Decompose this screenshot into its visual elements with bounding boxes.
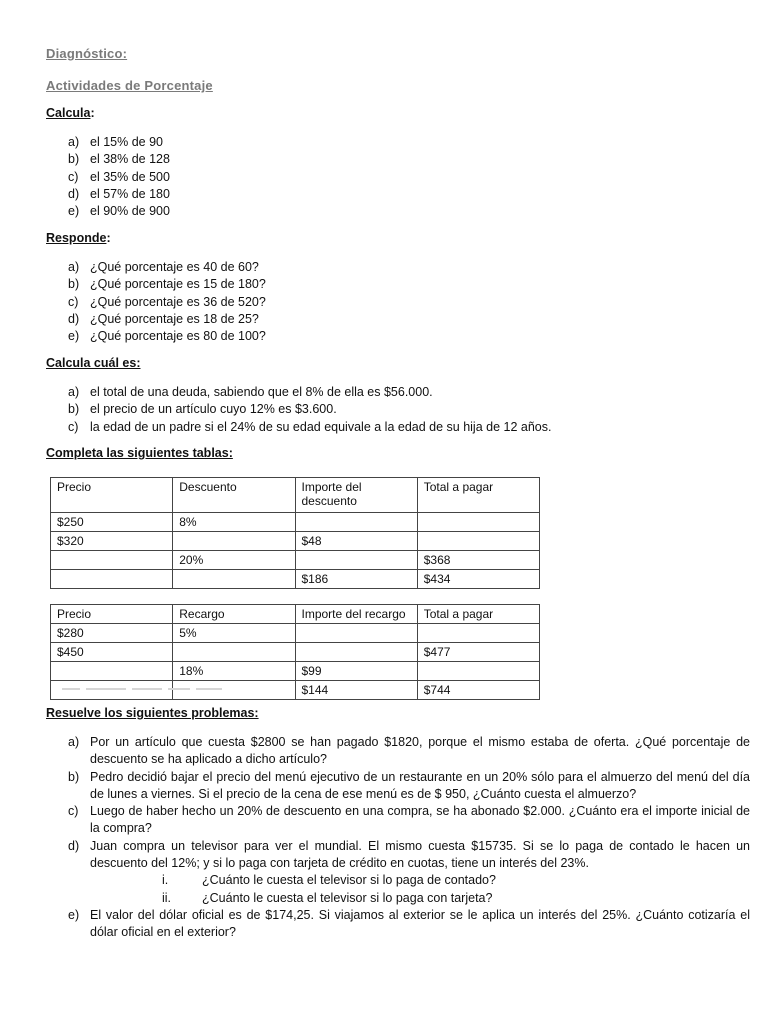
section-calcula-cual-heading: Calcula cuál es:	[46, 356, 141, 370]
table-cell: $450	[51, 643, 173, 662]
table-cell: 20%	[173, 551, 295, 570]
table-cell: $144	[295, 681, 417, 700]
table-header-cell: Total a pagar	[417, 605, 539, 624]
table-cell: 18%	[173, 662, 295, 681]
table-cell	[417, 662, 539, 681]
table-header-cell: Recargo	[173, 605, 295, 624]
faded-text-remnant	[62, 688, 262, 693]
table-cell	[295, 624, 417, 643]
table-cell: $280	[51, 624, 173, 643]
table-cell	[417, 532, 539, 551]
table-row	[51, 624, 540, 643]
table-row	[51, 570, 540, 589]
table-row	[51, 513, 540, 532]
table-cell	[173, 643, 295, 662]
table-cell: $250	[51, 513, 173, 532]
surcharge-table	[50, 604, 540, 700]
table-cell	[295, 643, 417, 662]
table-cell: $477	[417, 643, 539, 662]
table-row	[51, 532, 540, 551]
table-cell	[173, 532, 295, 551]
sub-item: ii. ¿Cuánto le cuesta el televisor si lo paga con tarjeta?	[162, 890, 493, 905]
problem-item: c) Luego de haber hecho un 20% de descuento en una compra, se ha abonado $2.000. ¿Cuánto era el importe inicial de la compra?	[68, 804, 750, 836]
table-cell	[51, 570, 173, 589]
table-header-row	[51, 478, 540, 513]
table-cell: $48	[295, 532, 417, 551]
table-header-cell: Total a pagar	[417, 478, 539, 513]
discount-table	[50, 477, 540, 589]
table-header-row	[51, 605, 540, 624]
table-cell: 5%	[173, 624, 295, 643]
section-problemas-heading: Resuelve los siguientes problemas:	[46, 706, 259, 720]
table-header-cell: Importe del descuento	[295, 478, 417, 513]
table-row	[51, 643, 540, 662]
document-subtitle: Actividades de Porcentaje	[46, 78, 213, 93]
table-cell: $320	[51, 532, 173, 551]
table-cell: $434	[417, 570, 539, 589]
table-cell	[51, 551, 173, 570]
table-cell	[173, 570, 295, 589]
problemas-list	[68, 734, 750, 942]
table-header-cell: Importe del recargo	[295, 605, 417, 624]
problem-sublist	[90, 872, 750, 907]
table-cell: 8%	[173, 513, 295, 532]
section-calcula-heading: Calcula:	[46, 106, 95, 120]
table-header-cell: Descuento	[173, 478, 295, 513]
problem-item: e) El valor del dólar oficial es de $174,25. Si viajamos al exterior se le aplica un interés del 25%. ¿Cuánto cotizaría el dólar oficial en el exterior?	[68, 907, 750, 940]
table-cell: $744	[417, 681, 539, 700]
table-cell: $368	[417, 551, 539, 570]
table-cell: $186	[295, 570, 417, 589]
table-header-cell: Precio	[51, 605, 173, 624]
section-responde-heading: Responde:	[46, 231, 111, 245]
table-row	[51, 662, 540, 681]
table-cell: $99	[295, 662, 417, 681]
table-header-cell: Precio	[51, 478, 173, 513]
table-cell	[295, 551, 417, 570]
section-tablas-heading: Completa las siguientes tablas:	[46, 446, 233, 460]
problem-item: a) Por un artículo que cuesta $2800 se han pagado $1820, porque el mismo estaba de oferta. ¿Qué porcentaje de descuento se ha aplicado a dicho artículo?	[68, 735, 750, 767]
table-cell	[295, 513, 417, 532]
document-title: Diagnóstico:	[46, 46, 128, 61]
document-page: Diagnóstico: Actividades de Porcentaje Calcula: a) el 15% de 90 b) el 38% de 128 c) el 35% de 500 d) el 57% de 180 e) el 90% de 900 Responde: a) ¿Qué porcentaje es 40 de 60? b) ¿Qué porcentaje es 15 de 180? c) ¿Qué porcentaje es 36 de 520? d) ¿Qué porcentaje es 18 de 25? e) ¿Qué porcentaje es 80 de 100? Calcula cuál es: a) el total de una deuda, sabiendo que el 8% de ella es $56.000. b) el precio de un artículo cuyo 12% es $3.600. c) la edad de un padre si el 24% de su edad equivale a la edad de su hija de 12 años. Completa las siguientes tablas: Precio Descuento Importe del descuento Total a pagar $250 8% $320 $48 20% $368 $186 $434 Precio Recargo Importe del recargo Total a pagar $280 5% $450 $477 18% $99 $144 $744 Resuelve los siguientes problemas: a) Por un artículo que cuesta $2800 se han pagado $1820, porque el mismo estaba de oferta. ¿Qué porcentaje de descuento se ha aplicado a dicho artículo? b) Pedro decidió bajar el precio del menú ejecutivo de un restaurante en un 20% sólo para el almuerzo del menú del día de lunes a viernes. Si el precio de la cena de ese menú es de $ 950, ¿Cuánto cuesta el almuerzo? c) Luego de haber hecho un 20% de descuento en una compra, se ha abonado $2.000. ¿Cuánto era el importe inicial de la compra? d) Juan compra un televisor para ver el mundial. El mismo cuesta $15735. Si se lo paga de contado le hacen un descuento del 12%; y si lo paga con tarjeta de crédito en cuotas, tiene un interés del 23%. i. ¿Cuánto le cuesta el televisor si lo paga de contado? ii. ¿Cuánto le cuesta el televisor si lo paga con tarjeta? e) El valor del dólar oficial es de $174,25. Si viajamos al exterior se le aplica un interés del 25%. ¿Cuánto cotizaría el dólar oficial en el exterior?	[0, 0, 768, 1024]
table-cell	[51, 662, 173, 681]
table-row	[51, 551, 540, 570]
problem-item: d) Juan compra un televisor para ver el mundial. El mismo cuesta $15735. Si se lo paga de contado le hacen un descuento del 12%; y si lo paga con tarjeta de crédito en cuotas, tiene un interés del 23%. i. ¿Cuánto le cuesta el televisor si lo paga de contado? ii. ¿Cuánto le cuesta el televisor si lo paga con tarjeta?	[68, 838, 750, 907]
sub-item: i. ¿Cuánto le cuesta el televisor si lo paga de contado?	[162, 873, 496, 888]
table-cell	[417, 624, 539, 643]
problem-item: b) Pedro decidió bajar el precio del menú ejecutivo de un restaurante en un 20% sólo para el almuerzo del menú del día de lunes a viernes. Si el precio de la cena de ese menú es de $ 950, ¿Cuánto cuesta el almuerzo?	[68, 769, 750, 801]
table-cell	[417, 513, 539, 532]
